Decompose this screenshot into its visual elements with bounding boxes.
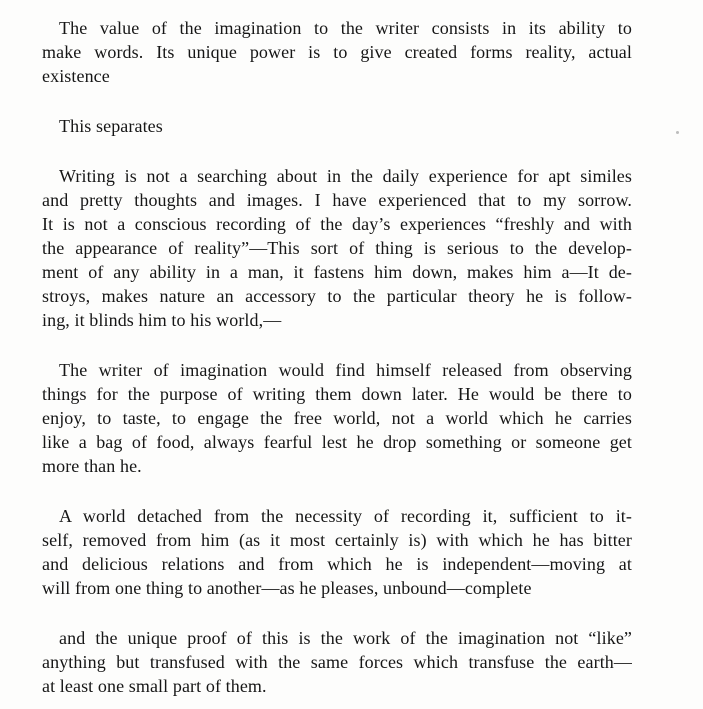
scan-speck-artifact xyxy=(676,131,679,134)
text-line: the appearance of reality”—This sort of thing is serious to the develop- xyxy=(42,238,632,258)
text-line: will from one thing to another—as he pleases, unbound—complete xyxy=(42,578,532,598)
text-line: The writer of imagination would find himself released from observing xyxy=(59,360,632,380)
paragraph xyxy=(42,164,632,332)
paragraph xyxy=(42,504,632,600)
text-line: like a bag of food, always fearful lest he drop something or someone get xyxy=(42,432,632,452)
paragraph xyxy=(42,626,632,698)
paragraph xyxy=(42,114,632,138)
text-line: Writing is not a searching about in the daily experience for apt similes xyxy=(59,166,632,186)
text-line: ing, it blinds him to his world,— xyxy=(42,310,282,330)
text-line: and delicious relations and from which he is independent—moving at xyxy=(42,554,632,574)
text-line: enjoy, to taste, to engage the free world, not a world which he carries xyxy=(42,408,632,428)
text-line: things for the purpose of writing them down later. He would be there to xyxy=(42,384,632,404)
text-line: existence xyxy=(42,66,110,86)
text-line: ment of any ability in a man, it fastens him down, makes him a—It de- xyxy=(42,262,632,282)
paragraph xyxy=(42,358,632,478)
text-line: stroys, makes nature an accessory to the particular theory he is follow- xyxy=(42,286,632,306)
text-line: make words. Its unique power is to give created forms reality, actual xyxy=(42,42,632,62)
text-line: anything but transfused with the same forces which transfuse the earth— xyxy=(42,652,632,672)
text-line: more than he. xyxy=(42,456,142,476)
text-line: A world detached from the necessity of recording it, sufficient to it- xyxy=(59,506,632,526)
text-line: at least one small part of them. xyxy=(42,676,267,696)
text-line: This separates xyxy=(59,116,163,136)
text-line: self, removed from him (as it most certainly is) with which he has bitter xyxy=(42,530,632,550)
text-line: and the unique proof of this is the work of the imagination not “like” xyxy=(59,628,632,648)
text-line: It is not a conscious recording of the day’s experiences “freshly and with xyxy=(42,214,632,234)
text-line: and pretty thoughts and images. I have experienced that to my sorrow. xyxy=(42,190,632,210)
text-line: The value of the imagination to the writer consists in its ability to xyxy=(59,18,632,38)
paragraph xyxy=(42,16,632,88)
